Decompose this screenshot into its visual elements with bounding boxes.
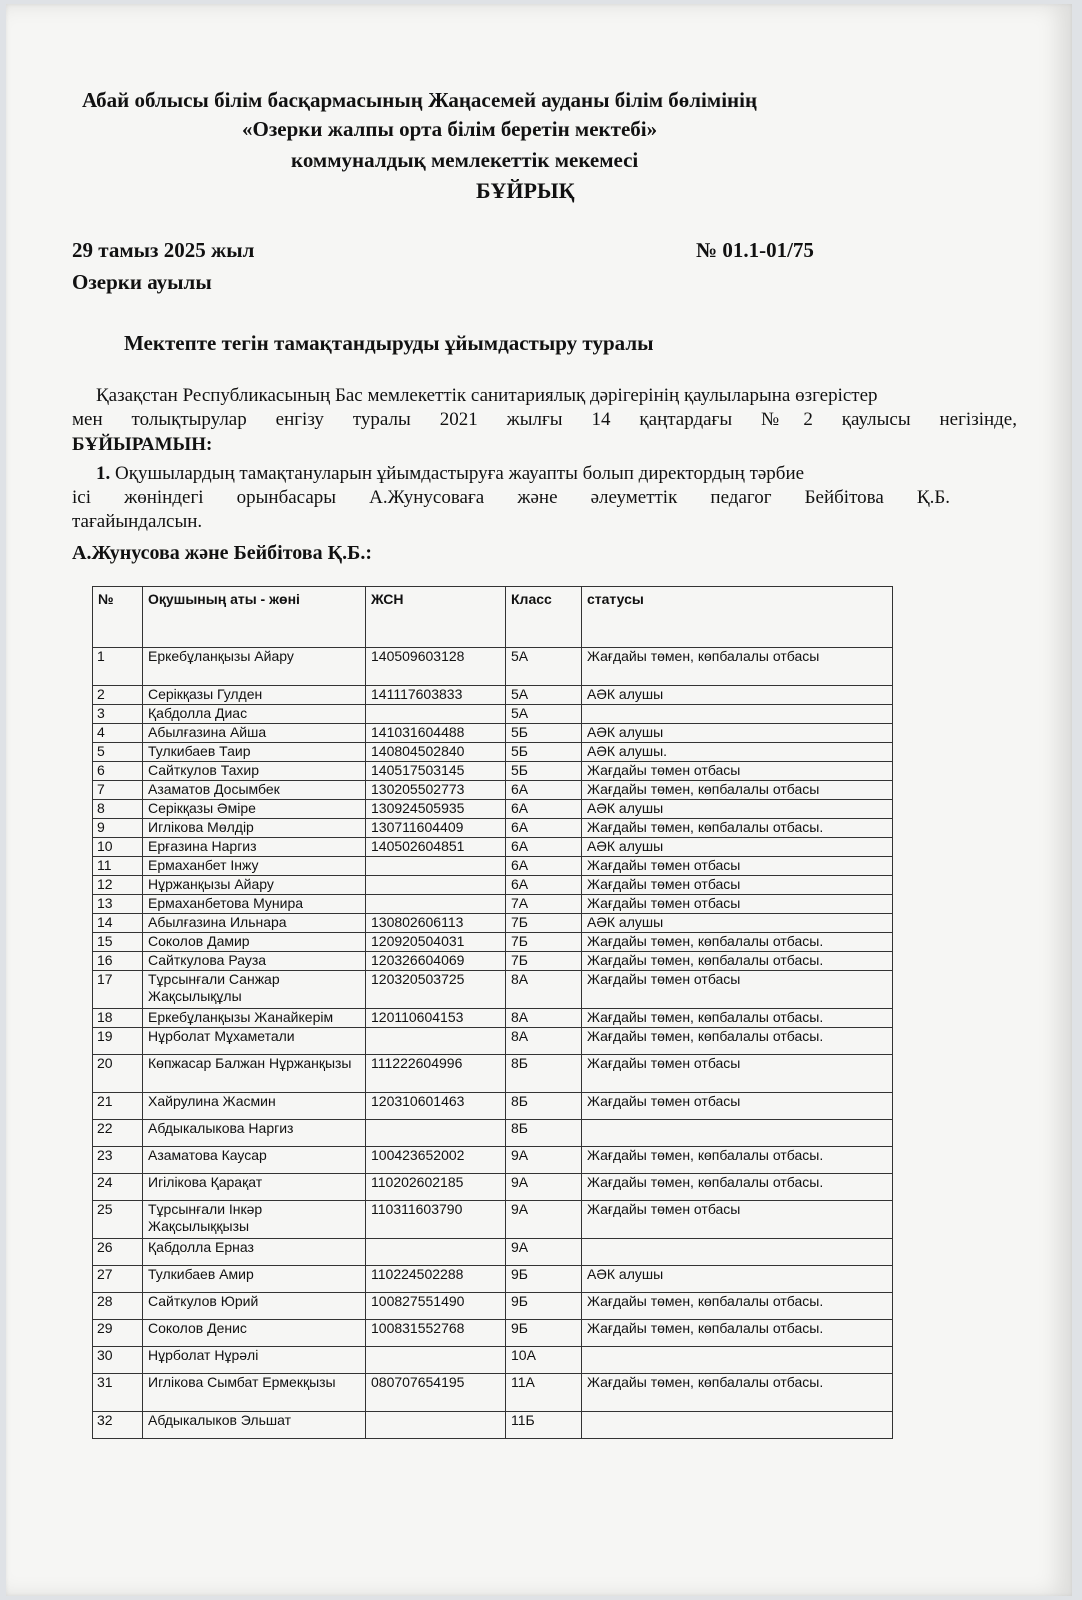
cell-name: Серікқазы Әміре bbox=[143, 800, 366, 819]
cell-status: Жағдайы төмен отбасы bbox=[582, 1201, 893, 1239]
cell-number: 23 bbox=[93, 1147, 143, 1174]
cell-iin: 120310601463 bbox=[366, 1093, 506, 1120]
cell-number: 14 bbox=[93, 914, 143, 933]
cell-class: 9А bbox=[506, 1174, 582, 1201]
cell-name: Қабдолла Диас bbox=[143, 705, 366, 724]
cell-status: АӘК алушы bbox=[582, 1266, 893, 1293]
table-row bbox=[93, 1028, 893, 1055]
cell-number: 29 bbox=[93, 1320, 143, 1347]
cell-number: 11 bbox=[93, 857, 143, 876]
cell-status: Жағдайы төмен, көпбалалы отбасы bbox=[582, 781, 893, 800]
cell-status: АӘК алушы. bbox=[582, 743, 893, 762]
table-row bbox=[93, 1174, 893, 1201]
cell-name: Серікқазы Гулден bbox=[143, 686, 366, 705]
cell-name: Сайткулов Тахир bbox=[143, 762, 366, 781]
table-row bbox=[93, 800, 893, 819]
cell-status: Жағдайы төмен отбасы bbox=[582, 857, 893, 876]
cell-iin: 110224502288 bbox=[366, 1266, 506, 1293]
cell-status bbox=[582, 1120, 893, 1147]
cell-status: Жағдайы төмен отбасы bbox=[582, 1055, 893, 1093]
table-row bbox=[93, 1347, 893, 1374]
cell-number: 31 bbox=[93, 1374, 143, 1412]
document-type: БҰЙРЫҚ bbox=[476, 178, 575, 203]
cell-number: 17 bbox=[93, 971, 143, 1009]
cell-class: 5Б bbox=[506, 762, 582, 781]
table-row bbox=[93, 762, 893, 781]
cell-class: 11Б bbox=[506, 1412, 582, 1439]
cell-name: Тулкибаев Таир bbox=[143, 743, 366, 762]
cell-number: 24 bbox=[93, 1174, 143, 1201]
cell-iin: 111222604996 bbox=[366, 1055, 506, 1093]
cell-class: 9Б bbox=[506, 1266, 582, 1293]
cell-status bbox=[582, 1412, 893, 1439]
cell-name: Соколов Дамир bbox=[143, 933, 366, 952]
table-row bbox=[93, 724, 893, 743]
cell-status bbox=[582, 1239, 893, 1266]
table-row bbox=[93, 971, 893, 1009]
cell-number: 4 bbox=[93, 724, 143, 743]
cell-status bbox=[582, 1347, 893, 1374]
cell-number: 8 bbox=[93, 800, 143, 819]
table-row bbox=[93, 838, 893, 857]
cell-name: Абдыкалыков Эльшат bbox=[143, 1412, 366, 1439]
cell-class: 10А bbox=[506, 1347, 582, 1374]
table-row bbox=[93, 1266, 893, 1293]
cell-number: 30 bbox=[93, 1347, 143, 1374]
cell-iin: 100423652002 bbox=[366, 1147, 506, 1174]
order-number: № 01.1-01/75 bbox=[696, 238, 814, 262]
cell-status: АӘК алушы bbox=[582, 800, 893, 819]
cell-status: Жағдайы төмен, көпбалалы отбасы bbox=[582, 648, 893, 686]
cell-number: 21 bbox=[93, 1093, 143, 1120]
cell-status: Жағдайы төмен отбасы bbox=[582, 762, 893, 781]
cell-iin bbox=[366, 705, 506, 724]
clause-1-line-1 bbox=[96, 462, 946, 486]
cell-name: Сайткулов Юрий bbox=[143, 1293, 366, 1320]
org-line-3: коммуналдық мемлекеттік мекемесі bbox=[291, 148, 639, 172]
cell-class: 6А bbox=[506, 838, 582, 857]
cell-class: 8А bbox=[506, 1028, 582, 1055]
cell-class: 9А bbox=[506, 1201, 582, 1239]
cell-name: Абылғазина Айша bbox=[143, 724, 366, 743]
col-header-class: Класс bbox=[506, 587, 582, 648]
cell-status: Жағдайы төмен отбасы bbox=[582, 1093, 893, 1120]
responsible-persons: А.Жунусова және Бейбітова Қ.Б.: bbox=[72, 542, 372, 564]
cell-name: Қабдолла Ерназ bbox=[143, 1239, 366, 1266]
cell-class: 5А bbox=[506, 705, 582, 724]
cell-name: Тұрсынғали Санжар Жақсылықұлы bbox=[143, 971, 366, 1009]
cell-class: 7Б bbox=[506, 952, 582, 971]
cell-name: Көпжасар Балжан Нұржанқызы bbox=[143, 1055, 366, 1093]
cell-class: 8А bbox=[506, 1009, 582, 1028]
cell-name: Азаматова Каусар bbox=[143, 1147, 366, 1174]
cell-status: АӘК алушы bbox=[582, 686, 893, 705]
cell-iin: 140502604851 bbox=[366, 838, 506, 857]
org-line-1: Абай облысы білім басқармасының Жаңасемей ауданы білім бөлімінің bbox=[82, 88, 758, 112]
cell-class: 6А bbox=[506, 819, 582, 838]
cell-iin: 130802606113 bbox=[366, 914, 506, 933]
org-line-2: «Озерки жалпы орта білім беретін мектебі» bbox=[242, 117, 658, 141]
cell-iin bbox=[366, 876, 506, 895]
cell-iin bbox=[366, 1120, 506, 1147]
table-row bbox=[93, 1009, 893, 1028]
cell-iin: 120320503725 bbox=[366, 971, 506, 1009]
cell-number: 19 bbox=[93, 1028, 143, 1055]
cell-name: Иглікова Мөлдір bbox=[143, 819, 366, 838]
cell-number: 32 bbox=[93, 1412, 143, 1439]
cell-name: Азаматов Досымбек bbox=[143, 781, 366, 800]
clause-1-text: Оқушылардың тамақтануларын ұйымдастыруға жауапты болып директордың тәрбие bbox=[115, 463, 805, 484]
cell-number: 7 bbox=[93, 781, 143, 800]
table-row bbox=[93, 686, 893, 705]
cell-iin: 120110604153 bbox=[366, 1009, 506, 1028]
cell-status: Жағдайы төмен отбасы bbox=[582, 876, 893, 895]
cell-iin: 130924505935 bbox=[366, 800, 506, 819]
cell-name: Тулкибаев Амир bbox=[143, 1266, 366, 1293]
cell-class: 8Б bbox=[506, 1120, 582, 1147]
cell-name: Хайрулина Жасмин bbox=[143, 1093, 366, 1120]
order-topic: Мектепте тегін тамақтандыруды ұйымдастыру туралы bbox=[124, 331, 654, 355]
cell-name: Соколов Денис bbox=[143, 1320, 366, 1347]
cell-status: Жағдайы төмен отбасы bbox=[582, 971, 893, 1009]
body-line-2: мен толықтырулар енгізу туралы 2021 жылғы 14 қаңтардағы №2 қаулысы негізінде, bbox=[72, 409, 1017, 430]
cell-class: 9А bbox=[506, 1147, 582, 1174]
cell-status: АӘК алушы bbox=[582, 914, 893, 933]
table-row bbox=[93, 1293, 893, 1320]
body-line-1: Қазақстан Республикасының Бас мемлекеттік санитариялық дәрігерінің қаулыларына өзгерістер bbox=[96, 385, 878, 406]
cell-name: Ерғазина Наргиз bbox=[143, 838, 366, 857]
order-date: 29 тамыз 2025 жыл bbox=[72, 238, 255, 262]
cell-number: 28 bbox=[93, 1293, 143, 1320]
clause-1-number: 1. bbox=[96, 463, 111, 484]
cell-name: Нұрболат Нұрәлі bbox=[143, 1347, 366, 1374]
cell-status: Жағдайы төмен, көпбалалы отбасы. bbox=[582, 1009, 893, 1028]
clause-1-line-3: тағайындалсын. bbox=[72, 511, 203, 532]
cell-status: Жағдайы төмен отбасы bbox=[582, 895, 893, 914]
table-row bbox=[93, 1093, 893, 1120]
cell-name: Тұрсынғали Інкәр Жақсылыққызы bbox=[143, 1201, 366, 1239]
cell-name: Абдыкалыкова Наргиз bbox=[143, 1120, 366, 1147]
cell-number: 1 bbox=[93, 648, 143, 686]
cell-name: Сайткулова Рауза bbox=[143, 952, 366, 971]
clause-1-line-2: ісі жөніндегі орынбасары А.Жунусоваға және әлеуметтік педагог Бейбітова Қ.Б. bbox=[72, 487, 950, 508]
cell-number: 12 bbox=[93, 876, 143, 895]
table-row bbox=[93, 1055, 893, 1093]
table-row bbox=[93, 1374, 893, 1412]
cell-iin: 110311603790 bbox=[366, 1201, 506, 1239]
cell-iin: 080707654195 bbox=[366, 1374, 506, 1412]
col-header-status: статусы bbox=[582, 587, 893, 648]
col-header-number: № bbox=[93, 587, 143, 648]
cell-class: 7Б bbox=[506, 914, 582, 933]
cell-number: 22 bbox=[93, 1120, 143, 1147]
cell-number: 5 bbox=[93, 743, 143, 762]
cell-number: 10 bbox=[93, 838, 143, 857]
cell-number: 15 bbox=[93, 933, 143, 952]
cell-iin: 140509603128 bbox=[366, 648, 506, 686]
cell-number: 13 bbox=[93, 895, 143, 914]
cell-number: 2 bbox=[93, 686, 143, 705]
cell-name: Ермаханбетова Мунира bbox=[143, 895, 366, 914]
table-row bbox=[93, 1201, 893, 1239]
table-row bbox=[93, 952, 893, 971]
cell-class: 7Б bbox=[506, 933, 582, 952]
cell-iin bbox=[366, 1028, 506, 1055]
col-header-iin: ЖСН bbox=[366, 587, 506, 648]
order-command: БҰЙЫРАМЫН: bbox=[72, 434, 213, 455]
cell-iin: 130711604409 bbox=[366, 819, 506, 838]
cell-name: Еркебұланқызы Айару bbox=[143, 648, 366, 686]
cell-iin bbox=[366, 1347, 506, 1374]
cell-iin: 120920504031 bbox=[366, 933, 506, 952]
cell-name: Абылғазина Ильнара bbox=[143, 914, 366, 933]
table-row bbox=[93, 933, 893, 952]
cell-status: Жағдайы төмен, көпбалалы отбасы. bbox=[582, 819, 893, 838]
cell-status bbox=[582, 705, 893, 724]
cell-status: Жағдайы төмен, көпбалалы отбасы. bbox=[582, 1374, 893, 1412]
cell-name: Игілікова Қарақат bbox=[143, 1174, 366, 1201]
cell-number: 6 bbox=[93, 762, 143, 781]
table-row bbox=[93, 876, 893, 895]
table-row bbox=[93, 1120, 893, 1147]
cell-class: 8А bbox=[506, 971, 582, 1009]
cell-class: 6А bbox=[506, 857, 582, 876]
cell-number: 20 bbox=[93, 1055, 143, 1093]
cell-class: 9А bbox=[506, 1239, 582, 1266]
cell-status: Жағдайы төмен, көпбалалы отбасы. bbox=[582, 1293, 893, 1320]
table-row bbox=[93, 1147, 893, 1174]
table-row bbox=[93, 705, 893, 724]
cell-name: Нұржанқызы Айару bbox=[143, 876, 366, 895]
table-row bbox=[93, 1412, 893, 1439]
table-row bbox=[93, 781, 893, 800]
cell-iin: 120326604069 bbox=[366, 952, 506, 971]
cell-class: 11А bbox=[506, 1374, 582, 1412]
cell-class: 6А bbox=[506, 800, 582, 819]
document-page bbox=[6, 4, 1072, 1596]
cell-number: 18 bbox=[93, 1009, 143, 1028]
cell-status: Жағдайы төмен, көпбалалы отбасы. bbox=[582, 933, 893, 952]
cell-number: 16 bbox=[93, 952, 143, 971]
col-header-name: Оқушының аты - жөні bbox=[143, 587, 366, 648]
cell-iin bbox=[366, 857, 506, 876]
cell-number: 26 bbox=[93, 1239, 143, 1266]
cell-name: Нұрболат Мұхаметали bbox=[143, 1028, 366, 1055]
cell-iin: 140804502840 bbox=[366, 743, 506, 762]
cell-iin: 100827551490 bbox=[366, 1293, 506, 1320]
cell-class: 8Б bbox=[506, 1093, 582, 1120]
order-place: Озерки ауылы bbox=[72, 270, 212, 294]
table-row bbox=[93, 914, 893, 933]
cell-class: 5Б bbox=[506, 724, 582, 743]
table-body bbox=[93, 648, 893, 1439]
cell-status: Жағдайы төмен, көпбалалы отбасы. bbox=[582, 1147, 893, 1174]
cell-iin: 141117603833 bbox=[366, 686, 506, 705]
cell-class: 5А bbox=[506, 686, 582, 705]
cell-status: Жағдайы төмен, көпбалалы отбасы. bbox=[582, 1320, 893, 1347]
cell-iin: 100831552768 bbox=[366, 1320, 506, 1347]
cell-class: 9Б bbox=[506, 1320, 582, 1347]
cell-status: АӘК алушы bbox=[582, 724, 893, 743]
cell-status: Жағдайы төмен, көпбалалы отбасы. bbox=[582, 1174, 893, 1201]
cell-class: 9Б bbox=[506, 1293, 582, 1320]
table-row bbox=[93, 819, 893, 838]
cell-iin: 110202602185 bbox=[366, 1174, 506, 1201]
cell-class: 5Б bbox=[506, 743, 582, 762]
table-row bbox=[93, 743, 893, 762]
cell-class: 5А bbox=[506, 648, 582, 686]
cell-iin bbox=[366, 895, 506, 914]
cell-name: Еркебұланқызы Жанайкерім bbox=[143, 1009, 366, 1028]
cell-iin: 130205502773 bbox=[366, 781, 506, 800]
cell-number: 3 bbox=[93, 705, 143, 724]
students-table bbox=[92, 586, 893, 1439]
table-header-row bbox=[93, 587, 893, 648]
cell-status: Жағдайы төмен, көпбалалы отбасы. bbox=[582, 952, 893, 971]
cell-iin bbox=[366, 1412, 506, 1439]
cell-number: 25 bbox=[93, 1201, 143, 1239]
cell-iin: 141031604488 bbox=[366, 724, 506, 743]
cell-class: 8Б bbox=[506, 1055, 582, 1093]
table-row bbox=[93, 857, 893, 876]
cell-class: 6А bbox=[506, 876, 582, 895]
cell-class: 7А bbox=[506, 895, 582, 914]
table-row bbox=[93, 1320, 893, 1347]
table-row bbox=[93, 1239, 893, 1266]
cell-name: Ермаханбет Інжу bbox=[143, 857, 366, 876]
cell-class: 6А bbox=[506, 781, 582, 800]
cell-name: Иглікова Сымбат Ермекқызы bbox=[143, 1374, 366, 1412]
cell-number: 9 bbox=[93, 819, 143, 838]
cell-status: АӘК алушы bbox=[582, 838, 893, 857]
cell-iin bbox=[366, 1239, 506, 1266]
table-row bbox=[93, 895, 893, 914]
cell-number: 27 bbox=[93, 1266, 143, 1293]
cell-iin: 140517503145 bbox=[366, 762, 506, 781]
table-row bbox=[93, 648, 893, 686]
cell-status: Жағдайы төмен, көпбалалы отбасы. bbox=[582, 1028, 893, 1055]
